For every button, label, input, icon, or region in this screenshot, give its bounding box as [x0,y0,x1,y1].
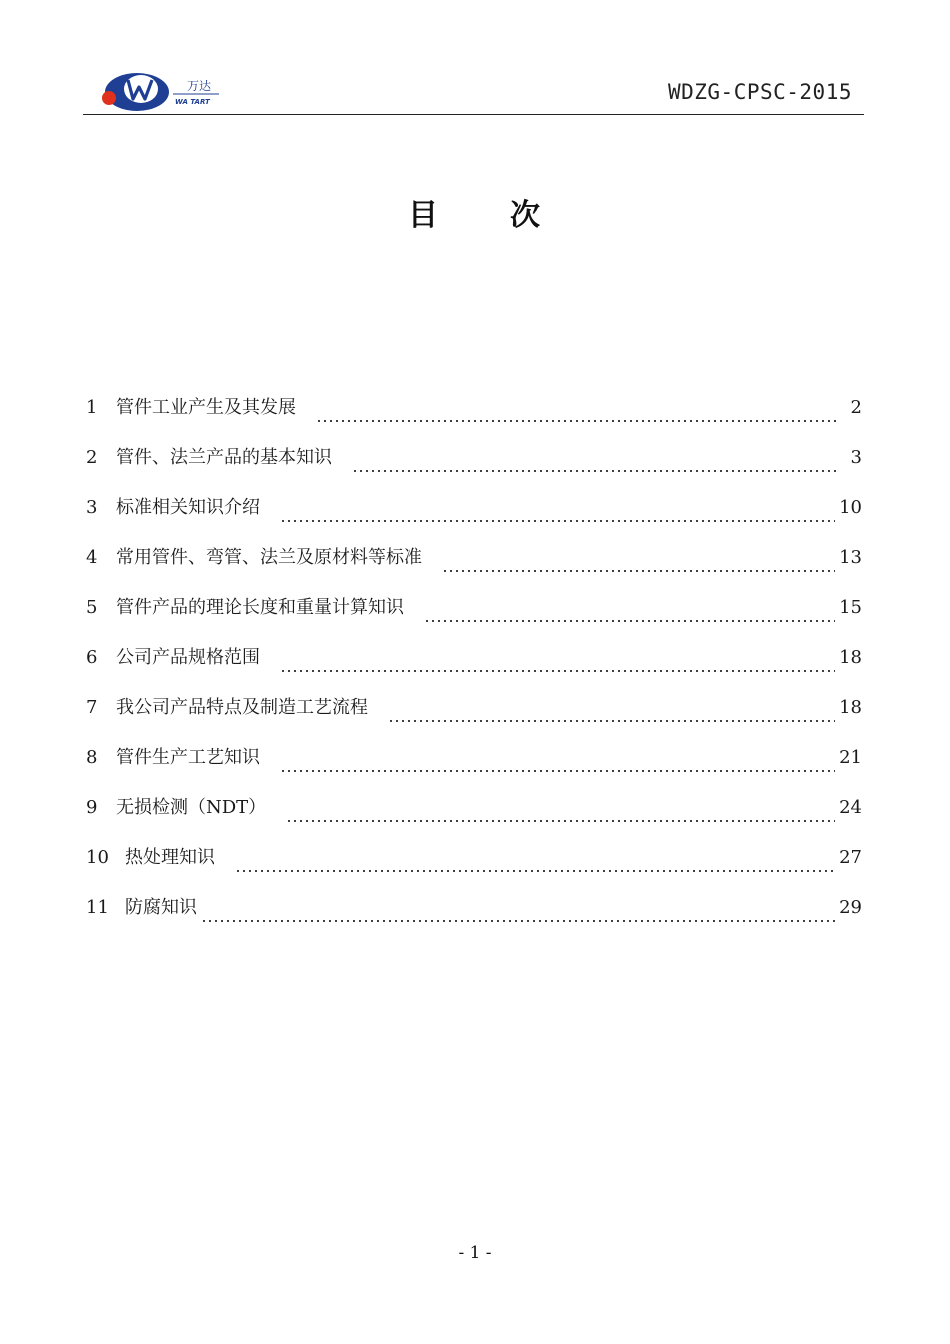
toc-entry-page: 29 [839,897,862,918]
toc-entry-number: 11 [86,897,109,918]
table-of-contents [86,393,862,943]
toc-dot-leader [388,719,835,723]
toc-entry[interactable] [86,893,862,943]
title-char-2: 次 [510,198,542,233]
toc-dot-leader [424,619,835,623]
toc-entry[interactable] [86,743,862,793]
toc-entry[interactable] [86,843,862,893]
toc-dot-leader [280,669,835,673]
toc-entry-page: 10 [839,497,862,518]
toc-entry[interactable] [86,693,862,743]
toc-dot-leader [442,569,835,573]
toc-entry-number: 10 [86,847,109,868]
toc-entry[interactable] [86,643,862,693]
toc-entry-label: 我公司产品特点及制造工艺流程 [116,697,368,718]
toc-entry[interactable] [86,543,862,593]
page-title [0,190,950,234]
toc-entry-label: 标准相关知识介绍 [116,497,260,518]
toc-entry-number: 7 [86,697,98,718]
page-header [83,62,864,115]
toc-entry-page: 21 [839,747,862,768]
toc-entry-number: 1 [86,397,98,418]
toc-entry-number: 9 [86,797,98,818]
toc-entry-label: 管件、法兰产品的基本知识 [116,447,332,468]
toc-entry-label: 管件生产工艺知识 [116,747,260,768]
toc-entry-label: 管件产品的理论长度和重量计算知识 [116,597,404,618]
toc-entry[interactable] [86,443,862,493]
document-code: WDZG-CPSC-2015 [667,80,852,104]
toc-dot-leader [316,419,838,423]
toc-dot-leader [201,919,835,923]
toc-entry-number: 6 [86,647,98,668]
toc-entry-page: 13 [839,547,862,568]
toc-entry[interactable] [86,793,862,843]
toc-entry[interactable] [86,493,862,543]
logo-brand-en: WA TART [175,98,210,106]
toc-dot-leader [280,519,835,523]
toc-entry[interactable] [86,593,862,643]
toc-entry-page: 18 [839,697,862,718]
toc-entry-number: 5 [86,597,98,618]
toc-dot-leader [235,869,835,873]
toc-entry-page: 2 [850,397,862,418]
page-number: - 1 - [458,1243,492,1263]
toc-entry-number: 4 [86,547,98,568]
logo-brand-cn: 万达 [187,79,212,93]
toc-entry-number: 8 [86,747,98,768]
toc-entry-label: 防腐知识 [125,897,197,918]
toc-entry-label: 常用管件、弯管、法兰及原材料等标准 [116,547,422,568]
toc-entry-page: 24 [839,797,862,818]
toc-entry-page: 15 [839,597,862,618]
toc-dot-leader [352,469,838,473]
toc-entry-page: 3 [850,447,862,468]
toc-entry[interactable] [86,393,862,443]
toc-entry-label: 热处理知识 [125,847,215,868]
toc-entry-page: 27 [839,847,862,868]
company-logo [95,68,225,114]
toc-dot-leader [280,769,835,773]
toc-entry-page: 18 [839,647,862,668]
toc-entry-label: 管件工业产生及其发展 [116,397,296,418]
toc-entry-label: 公司产品规格范围 [116,647,260,668]
title-char-1: 目 [408,198,440,233]
toc-entry-label: 无损检测（NDT） [116,797,267,818]
toc-entry-number: 3 [86,497,98,518]
toc-entry-number: 2 [86,447,98,468]
toc-dot-leader [286,819,835,823]
